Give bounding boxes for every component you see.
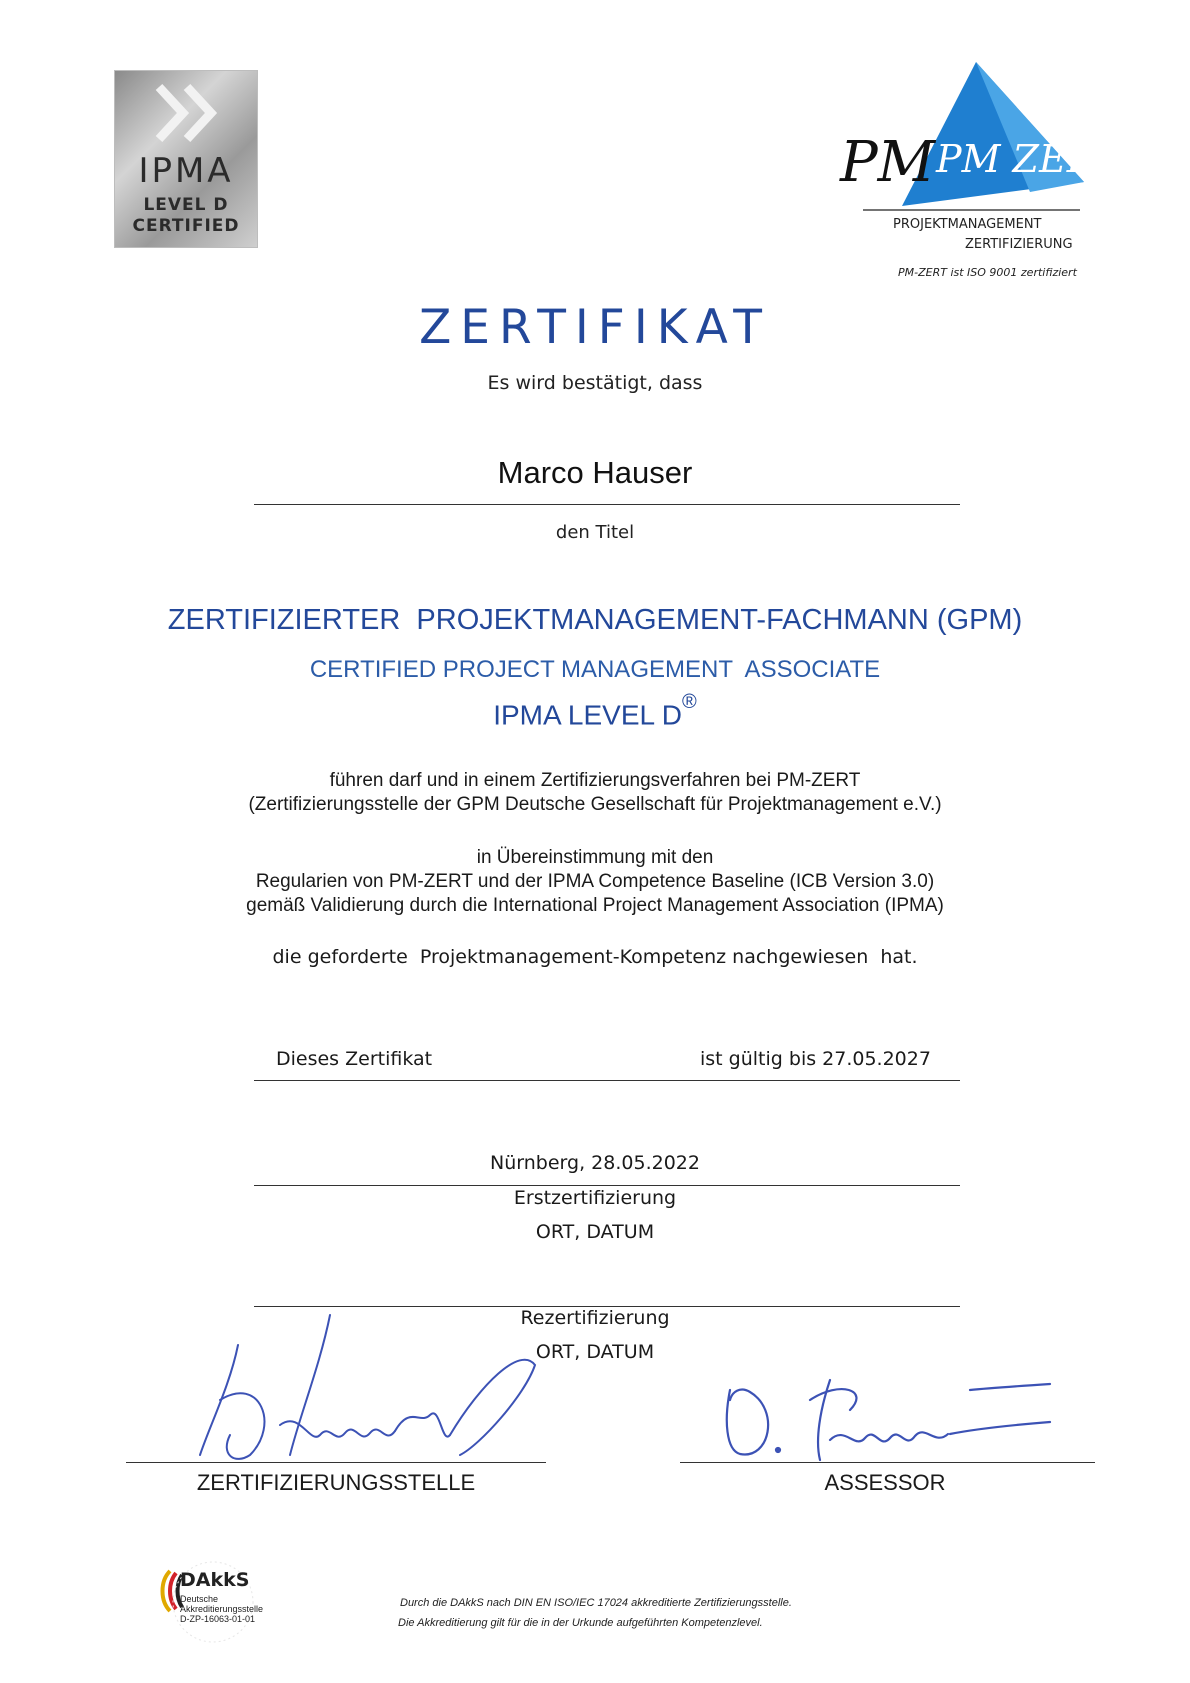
certification-body-signature <box>180 1305 540 1475</box>
holder-name: Marco Hauser <box>497 455 693 490</box>
body-p2-line2: Regularien von PM-ZERT und der IPMA Competence Baseline (ICB Version 3.0) <box>255 871 935 892</box>
left-signature-line <box>126 1462 546 1463</box>
footer-note-1: Durch die DAkkS nach DIN EN ISO/IEC 17024 akkreditierte Zertifizierungsstelle. <box>400 1597 792 1609</box>
validity-date: ist gültig bis 27.05.2027 <box>700 1048 931 1070</box>
certification-body-label: ZERTIFIZIERUNGSSTELLE <box>196 1470 476 1495</box>
ipma-badge-level <box>115 195 257 237</box>
degree-german: ZERTIFIZIERTER PROJEKTMANAGEMENT-FACHMANN (GPM) <box>167 604 1023 636</box>
first-cert-underline <box>254 1185 960 1186</box>
validity-label: Dieses Zertifikat <box>276 1048 433 1070</box>
body-paragraph-2 <box>0 846 1190 918</box>
first-cert-label: Erstzertifizierung <box>513 1187 677 1209</box>
body-p2-line1: in Übereinstimmung mit den <box>476 847 714 868</box>
pmzert-tagline-2: ZERTIFIZIERUNG <box>965 237 1073 252</box>
degree-english: CERTIFIED PROJECT MANAGEMENT ASSOCIATE <box>309 656 881 683</box>
dakks-name: DAkkS <box>180 1569 250 1591</box>
pmzert-iso-note: PM-ZERT ist ISO 9001 zertifiziert <box>898 266 1077 279</box>
body-paragraph-3: die geforderte Projektmanagement-Kompetenz nachgewiesen hat. <box>272 946 918 968</box>
certificate-title: ZERTIFIKAT <box>419 300 771 355</box>
dakks-line-2: Akkreditierungsstelle <box>180 1604 264 1614</box>
dakks-accreditation-number: D-ZP-16063-01-01 <box>180 1614 256 1624</box>
title-intro: den Titel <box>555 522 635 543</box>
degree-level-text: IPMA LEVEL D <box>493 699 683 731</box>
assessor-label: ASSESSOR <box>824 1470 946 1495</box>
certificate-subtitle: Es wird bestätigt, dass <box>487 372 703 394</box>
body-p2-line3: gemäß Validierung durch die International Project Management Association (IPMA) <box>246 895 944 916</box>
right-signature-line <box>680 1462 1095 1463</box>
body-paragraph-1 <box>0 769 1190 817</box>
svg-text:PM: PM <box>840 130 936 195</box>
pmzert-logo-text: PM ZERT <box>936 137 1120 181</box>
recert-caption: ORT, DATUM <box>535 1341 655 1363</box>
name-underline <box>254 504 960 505</box>
body-p1-line1: führen darf und in einem Zertifizierungsverfahren bei PM-ZERT <box>329 770 861 791</box>
validity-underline <box>254 1080 960 1081</box>
ipma-level-d-badge <box>114 70 258 248</box>
pmzert-tagline-1: PROJEKTMANAGEMENT <box>893 217 1042 232</box>
double-chevron-icon <box>153 83 223 143</box>
degree-level <box>0 691 1190 731</box>
recert-label: Rezertifizierung <box>520 1307 670 1329</box>
ipma-badge-brand: IPMA <box>138 151 234 191</box>
ipma-badge-level-text: LEVEL D <box>143 195 229 215</box>
ipma-badge-status-text: CERTIFIED <box>132 216 240 236</box>
body-p1-line2: (Zertifizierungsstelle der GPM Deutsche Gesellschaft für Projektmanagement e.V.) <box>248 794 942 815</box>
registered-mark: ® <box>682 691 697 713</box>
footer-note-2: Die Akkreditierung gilt für die in der Urkunde aufgeführten Kompetenzlevel. <box>398 1617 763 1629</box>
assessor-signature <box>720 1370 1060 1470</box>
first-cert-caption: ORT, DATUM <box>535 1221 655 1243</box>
dakks-line-1: Deutsche <box>180 1594 219 1604</box>
first-cert-place-date: Nürnberg, 28.05.2022 <box>490 1152 700 1174</box>
